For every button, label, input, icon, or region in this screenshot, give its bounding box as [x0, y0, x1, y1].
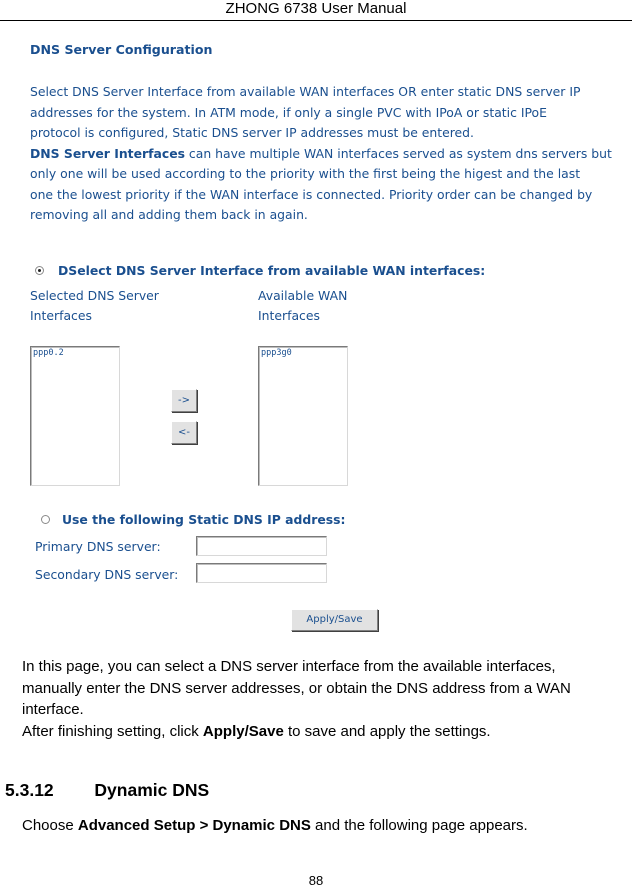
description-line: addresses for the system. In ATM mode, if only a single PVC with IPoA or static IPoE	[30, 104, 547, 120]
list-item[interactable]: ppp0.2	[33, 348, 64, 358]
move-right-button[interactable]: ->	[171, 389, 197, 412]
doc-paragraph-2	[22, 721, 571, 743]
available-interfaces-label-1: Available WAN	[258, 288, 348, 303]
dns-config-heading: DNS Server Configuration	[30, 42, 213, 57]
interfaces-note-bold: DNS Server Interfaces	[30, 145, 185, 161]
select-interface-label: DSelect DNS Server Interface from available WAN interfaces:	[58, 263, 486, 278]
interfaces-note-line: only one will be used according to the priority with the first being the higest and the last	[30, 166, 581, 181]
doc-text: to save and apply the settings.	[283, 722, 491, 740]
section-title: Dynamic DNS	[94, 780, 210, 800]
list-item[interactable]: ppp3g0	[261, 348, 292, 358]
select-interface-radio[interactable]	[35, 266, 44, 275]
doc-line: manually enter the DNS server addresses, or obtain the DNS address from a WAN	[22, 679, 571, 697]
manual-title: ZHONG 6738 User Manual	[225, 0, 407, 17]
doc-bold-text: Apply/Save	[202, 722, 284, 740]
doc-text: Choose	[22, 817, 78, 834]
available-interfaces-list[interactable]	[258, 346, 348, 486]
static-dns-label: Use the following Static DNS IP address:	[62, 512, 346, 527]
doc-text: and the following page appears.	[310, 817, 528, 834]
interfaces-note-rest: can have multiple WAN interfaces served as system dns servers but	[184, 145, 612, 161]
dns-description	[30, 82, 620, 226]
selected-interfaces-label-1: Selected DNS Server	[30, 288, 159, 303]
page-number: 88	[308, 873, 324, 888]
selected-interfaces-list[interactable]	[30, 346, 120, 486]
apply-save-button[interactable]: Apply/Save	[291, 609, 378, 631]
doc-line: In this page, you can select a DNS server interface from the available interfaces,	[22, 658, 556, 675]
interfaces-note-line	[30, 144, 620, 165]
selected-interfaces-label-2: Interfaces	[30, 308, 92, 323]
static-dns-radio[interactable]	[41, 515, 50, 524]
move-left-button[interactable]: <-	[171, 421, 197, 444]
doc-paragraph-1	[22, 656, 571, 742]
doc-paragraph-3	[22, 815, 528, 837]
page-header	[0, 0, 632, 21]
section-number: 5.3.12	[5, 780, 54, 800]
primary-dns-label: Primary DNS server:	[35, 539, 161, 554]
primary-dns-input[interactable]	[196, 536, 327, 556]
description-line: Select DNS Server Interface from available WAN interfaces OR enter static DNS server IP	[30, 84, 581, 99]
doc-line: interface.	[22, 701, 84, 718]
interfaces-note-line: removing all and adding them back in again.	[30, 207, 308, 222]
section-heading	[5, 780, 209, 801]
doc-text: After finishing setting, click	[22, 722, 203, 740]
available-interfaces-label-2: Interfaces	[258, 308, 320, 323]
interfaces-note-line: one the lowest priority if the WAN interface is connected. Priority order can be changed by	[30, 186, 593, 202]
secondary-dns-input[interactable]	[196, 563, 327, 583]
doc-bold-text: Advanced Setup > Dynamic DNS	[77, 817, 311, 834]
description-line: protocol is configured, Static DNS server IP addresses must be entered.	[30, 125, 474, 140]
secondary-dns-label: Secondary DNS server:	[35, 567, 179, 582]
